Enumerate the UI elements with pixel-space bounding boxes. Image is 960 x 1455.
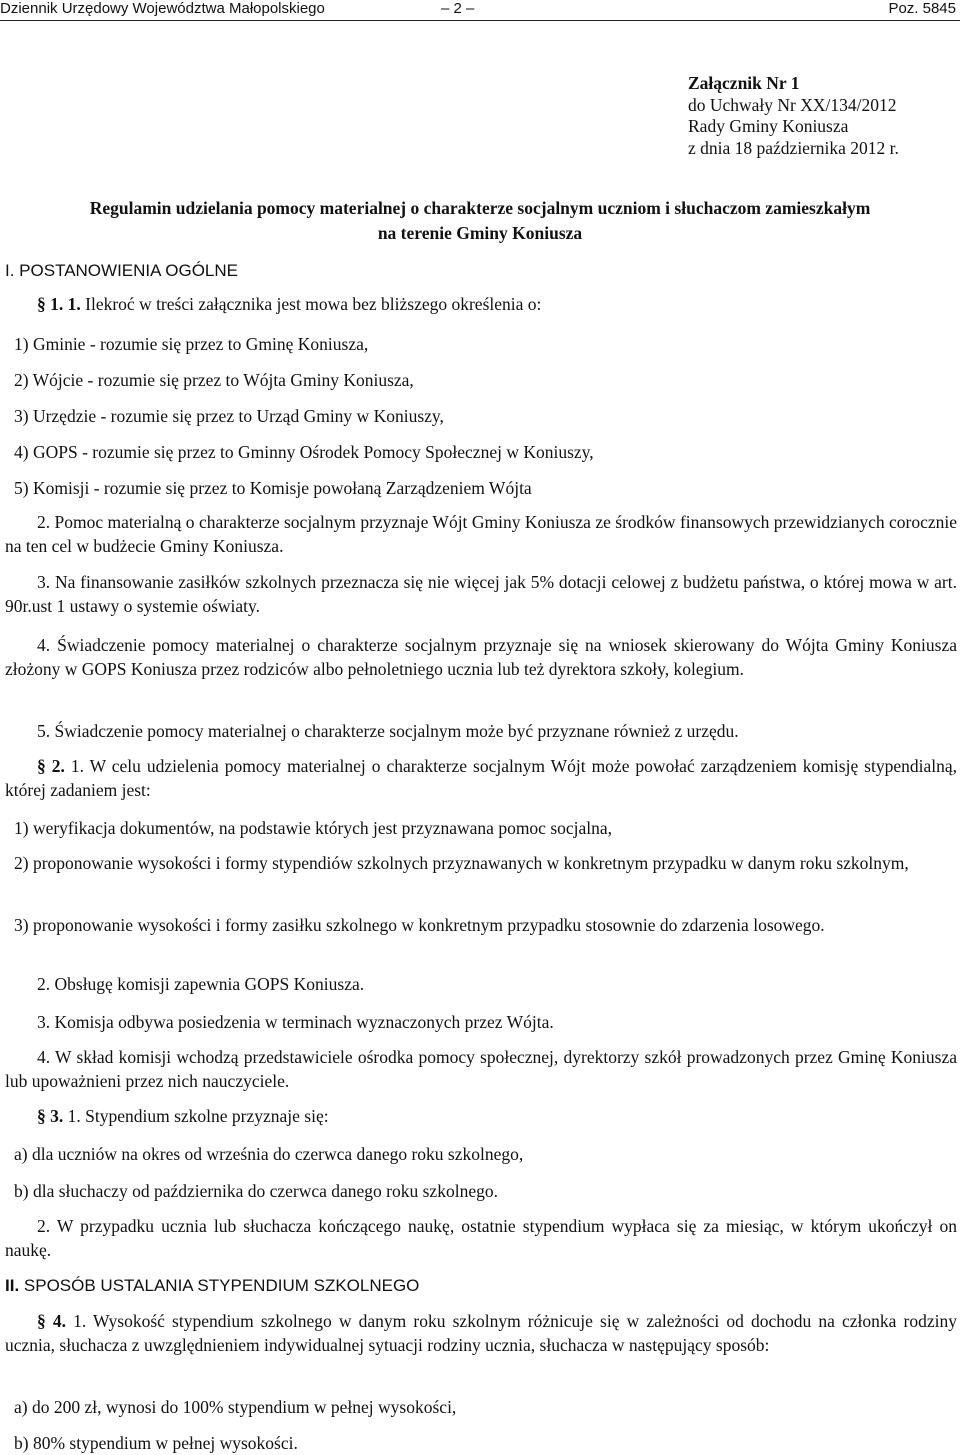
paragraph-1-mark: § 1. (37, 294, 64, 314)
paragraph-2-text: W celu udzielenia pomocy materialnej o charakterze socjalnym Wójt może powołać zarządzeniem komisję stypendialną, której zadaniem jest: (5, 756, 958, 800)
definition-item: 4) GOPS - rozumie się przez to Gminny Ośrodek Pomocy Społecznej w Koniuszy, (14, 442, 594, 462)
paragraph-4-intro (5, 1309, 957, 1357)
paragraph-2-point-4: 4. W skład komisji wchodzą przedstawiciele ośrodka pomocy społecznej, dyrektorzy szkół prowadzonych przez Gminę Koniusza lub upoważnieni przez nich nauczyciele. (5, 1047, 957, 1091)
paragraph-2-point-2: 2. Obsługę komisji zapewnia GOPS Koniusza. (37, 974, 365, 994)
paragraph-4-mark: § 4. (37, 1311, 66, 1331)
paragraph-1-point-5: 5. Świadczenie pomocy materialnej o charakterze socjalnym może być przyznane również z urzędu. (37, 721, 739, 741)
period-item: a) dla uczniów na okres od września do czerwca danego roku szkolnego, (14, 1144, 524, 1164)
paragraph-3-mark: § 3. (37, 1106, 64, 1126)
annex-council: Rady Gminy Koniusza (688, 116, 849, 136)
annex-block (688, 73, 899, 159)
definition-item: 1) Gminie - rozumie się przez to Gminę Koniusza, (14, 334, 369, 354)
page-number: – 2 – (441, 0, 475, 17)
section-2-title: SPOSÓB USTALANIA STYPENDIUM SZKOLNEGO (23, 1276, 420, 1295)
paragraph-1-number: 1. (67, 294, 81, 314)
duty-item: 2) proponowanie wysokości i formy stypendiów szkolnych przyznawanych w konkretnym przypadku w danym roku szkolnym, (14, 853, 909, 873)
paragraph-3-text: 1. Stypendium szkolne przyznaje się: (67, 1106, 329, 1126)
section-2-number: II. (5, 1276, 20, 1295)
section-heading-2 (5, 1274, 957, 1298)
annex-date: z dnia 18 października 2012 r. (688, 137, 899, 158)
paragraph-1-point-2: 2. Pomoc materialną o charakterze socjalnym przyznaje Wójt Gminy Koniusza ze środków finansowych przewidzianych corocznie na ten cel w budżecie Gminy Koniusza. (5, 512, 957, 556)
document-title-line2: na terenie Gminy Koniusza (377, 223, 583, 243)
paragraph-2-point-3: 3. Komisja odbywa posiedzenia w terminach wyznaczonych przez Wójta. (37, 1012, 554, 1032)
paragraph-1-intro (37, 292, 960, 316)
paragraph-3-intro (37, 1104, 960, 1128)
section-heading-1: I. POSTANOWIENIA OGÓLNE (5, 261, 239, 280)
paragraph-3-point-2: 2. W przypadku ucznia lub słuchacza kończącego naukę, ostatnie stypendium wypłaca się za miesiąc, w którym ukończył on naukę. (5, 1216, 957, 1260)
paragraph-1-point-3: 3. Na finansowanie zasiłków szkolnych przeznacza się nie więcej jak 5% dotacji celowej z budżetu państwa, o której mowa w art. 90r.ust 1 ustawy o systemie oświaty. (5, 572, 957, 616)
annex-title: Załącznik Nr 1 (688, 73, 800, 93)
document-title-line1: Regulamin udzielania pomocy materialnej o charakterze socjalnym uczniom i słuchaczom zamieszkałym (89, 198, 871, 218)
paragraph-1-point-4: 4. Świadczenie pomocy materialnej o charakterze socjalnym przyznaje się na wniosek skierowany do Wójta Gminy Koniusza złożony w GOPS Koniusza przez rodziców albo pełnoletniego ucznia lub też dyrektora szkoły, kolegium. (5, 635, 957, 679)
duty-item: 3) proponowanie wysokości i formy zasiłku szkolnego w konkretnym przypadku stosownie do zdarzenia losowego. (14, 915, 825, 935)
definition-item: 3) Urzędzie - rozumie się przez to Urząd Gminy w Koniuszy, (14, 406, 444, 426)
paragraph-2-mark: § 2. (37, 756, 65, 776)
position-number: Poz. 5845 (888, 0, 956, 17)
paragraph-2-intro (5, 754, 957, 802)
amount-item: b) 80% stypendium w pełnej wysokości. (14, 1433, 298, 1453)
journal-header (0, 0, 960, 21)
paragraph-4-text: 1. Wysokość stypendium szkolnego w danym roku szkolnym różnicuje się w zależności od dochodu na członka rodziny ucznia, słuchacza z uwzględnieniem indywidualnej sytuacji rodziny ucznia, słuchacza w następujący sposób: (5, 1311, 957, 1355)
paragraph-1-text: Ilekroć w treści załącznika jest mowa bez bliższego określenia o: (85, 294, 542, 314)
document-title (0, 196, 960, 246)
amount-item: a) do 200 zł, wynosi do 100% stypendium w pełnej wysokości, (14, 1397, 457, 1417)
definition-item: 5) Komisji - rozumie się przez to Komisje powołaną Zarządzeniem Wójta (14, 478, 532, 498)
period-item: b) dla słuchaczy od października do czerwca danego roku szkolnego. (14, 1181, 498, 1201)
definition-item: 2) Wójcie - rozumie się przez to Wójta Gminy Koniusza, (14, 370, 414, 390)
journal-name: Dziennik Urzędowy Województwa Małopolskiego (0, 0, 325, 17)
paragraph-2-number: 1. (70, 756, 84, 776)
duty-item: 1) weryfikacja dokumentów, na podstawie których jest przyznawana pomoc socjalna, (14, 818, 613, 838)
annex-resolution: do Uchwały Nr XX/134/2012 (688, 94, 897, 115)
